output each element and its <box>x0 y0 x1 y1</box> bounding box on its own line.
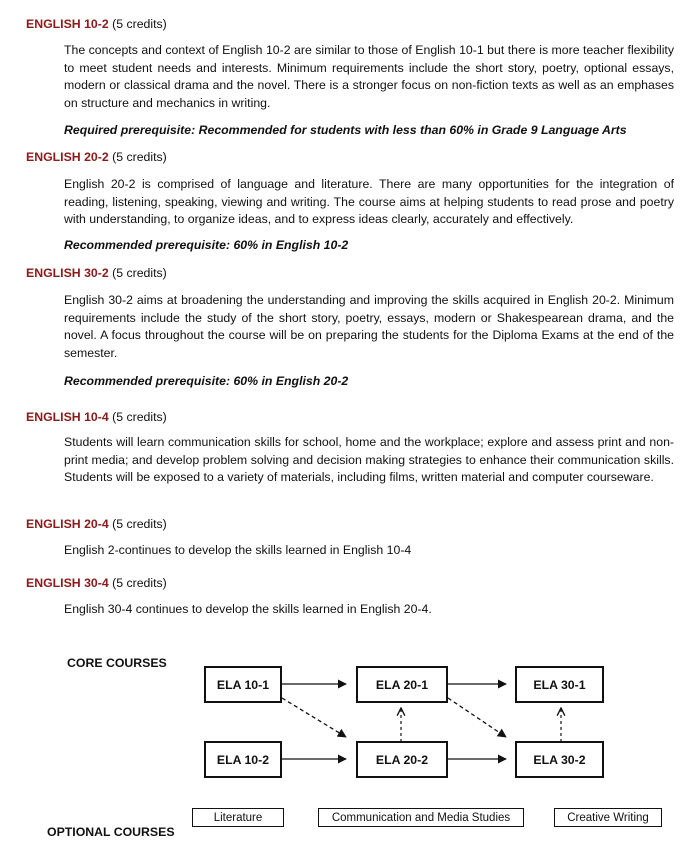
course-credits: (5 credits) <box>112 17 167 31</box>
course-code: ENGLISH 10-4 <box>26 410 109 424</box>
course-description-english-10-2: The concepts and context of English 10-2 are similar to those of English 10-1 but there is more teacher flexibility to meet student needs and interests. Minimum requirements include the short story, poetry, optional essays, modern or classical drama and the novel. There is a stronger focus on non-fiction texts as well as an emphases on structure and mechanics in writing. <box>64 43 674 110</box>
course-description-english-10-4: Students will learn communication skills for school, home and the workplace; explore and assess print and non-print media; and develop problem solving and decision making strategies to enhance their communication skills. Students will be exposed to a variety of materials, including films, written material and computer courseware. <box>64 435 674 484</box>
box-ela-30-1: ELA 30-1 <box>515 666 604 703</box>
optional-course-literature: Literature <box>192 808 284 827</box>
course-credits: (5 credits) <box>112 517 167 531</box>
optional-courses-label: OPTIONAL COURSES <box>47 825 175 839</box>
course-credits: (5 credits) <box>112 150 167 164</box>
box-ela-20-2: ELA 20-2 <box>356 741 448 778</box>
course-prerequisite-english-10-2: Required prerequisite: Recommended for students with less than 60% in Grade 9 Language Arts <box>64 123 627 137</box>
course-description-english-20-2: English 20-2 is comprised of language and literature. There are many opportunities for the integration of reading, listening, speaking, viewing and writing. The course aims at helping students to read prose and poetry with understanding, to organize ideas, and to express ideas clearly, accurately and effectively. <box>64 177 674 226</box>
box-ela-10-2: ELA 10-2 <box>204 741 282 778</box>
box-ela-30-2: ELA 30-2 <box>515 741 604 778</box>
core-courses-label: CORE COURSES <box>67 656 167 670</box>
course-code: ENGLISH 20-2 <box>26 150 109 164</box>
course-credits: (5 credits) <box>112 410 167 424</box>
course-credits: (5 credits) <box>112 266 167 280</box>
optional-course-communication-media: Communication and Media Studies <box>318 808 524 827</box>
course-credits: (5 credits) <box>112 576 167 590</box>
course-description-english-30-2: English 30-2 aims at broadening the understanding and improving the skills acquired in English 20-2. Minimum requirements include the study of the short story, poetry, essays, modern or Shakespearean drama, and the novel. A focus throughout the course will be on preparing the students for the Diploma Exams at the end of the semester. <box>64 293 674 360</box>
course-code: ENGLISH 30-2 <box>26 266 109 280</box>
course-code: ENGLISH 20-4 <box>26 517 109 531</box>
box-ela-10-1: ELA 10-1 <box>204 666 282 703</box>
optional-course-creative-writing: Creative Writing <box>554 808 662 827</box>
course-prerequisite-english-30-2: Recommended prerequisite: 60% in English 20-2 <box>64 374 349 388</box>
course-prerequisite-english-20-2: Recommended prerequisite: 60% in English 10-2 <box>64 238 349 252</box>
course-code: ENGLISH 30-4 <box>26 576 109 590</box>
box-ela-20-1: ELA 20-1 <box>356 666 448 703</box>
course-code: ENGLISH 10-2 <box>26 17 109 31</box>
course-description-english-20-4: English 2-continues to develop the skills learned in English 10-4 <box>64 543 412 557</box>
course-description-english-30-4: English 30-4 continues to develop the skills learned in English 20-4. <box>64 602 432 616</box>
